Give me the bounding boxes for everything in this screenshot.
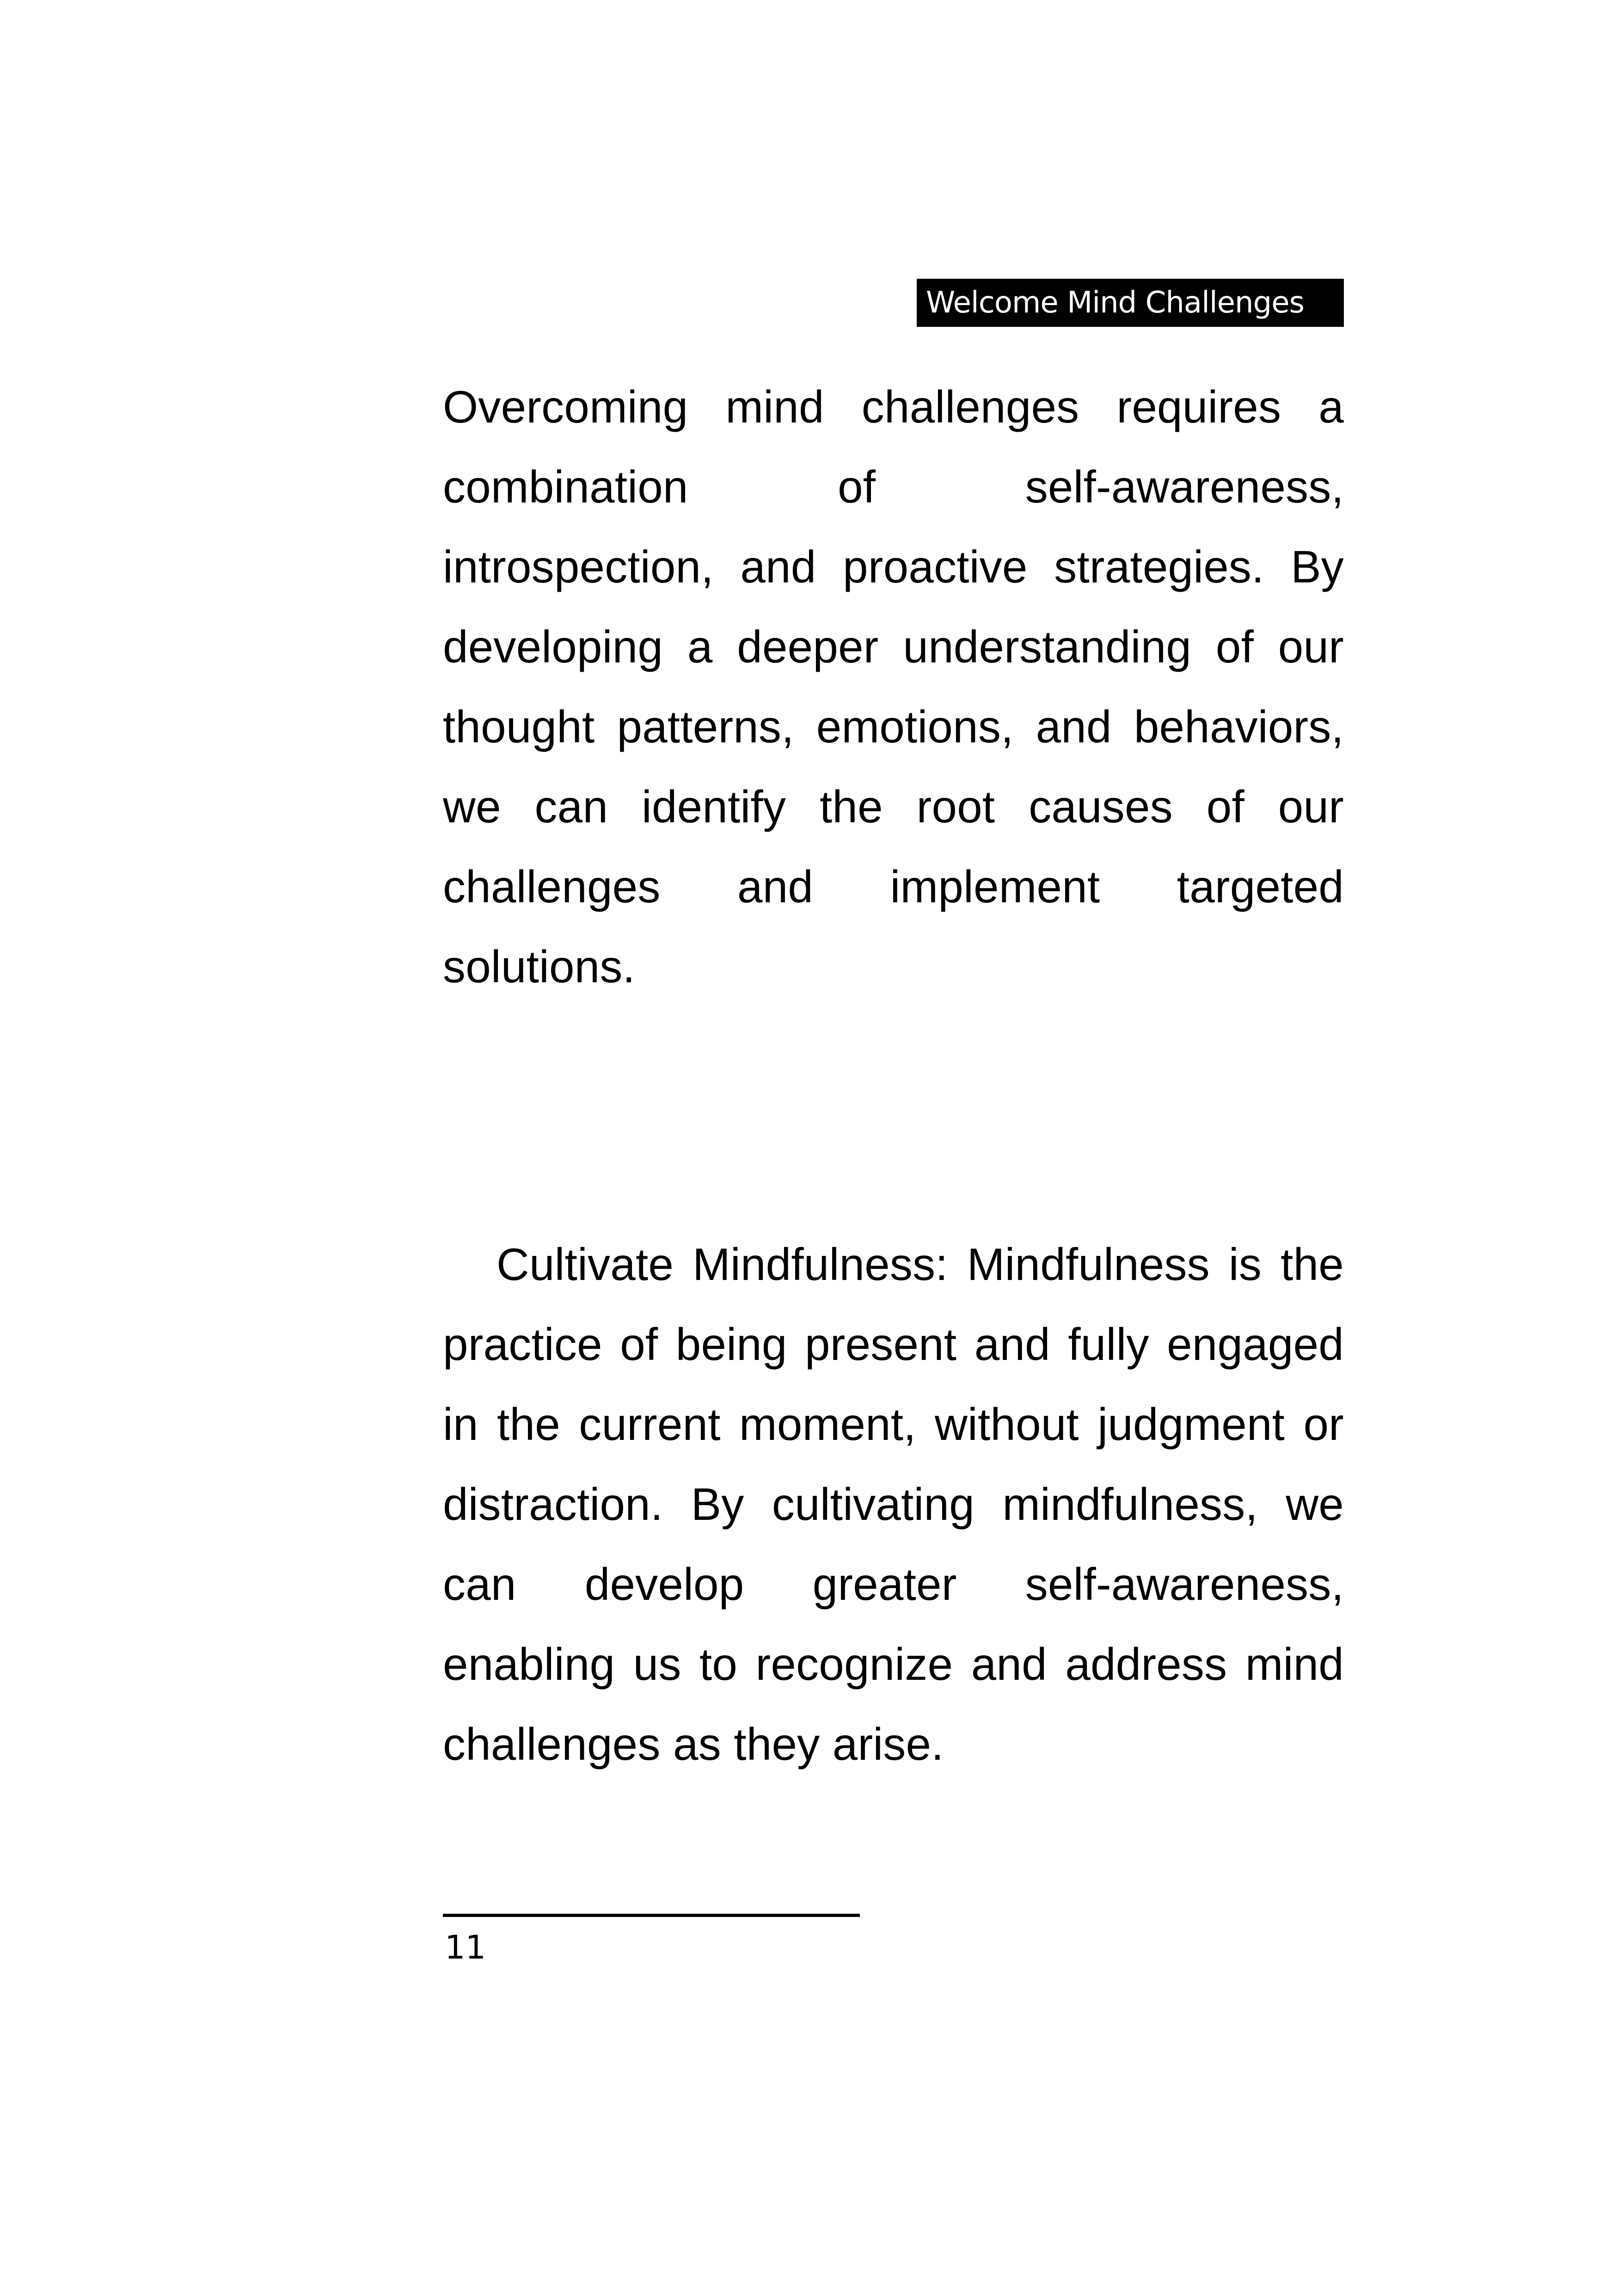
- body-paragraph: Overcoming mind challenges requires a combination of self-awareness, introspection, and proactive strategies. By developing a deeper understanding of our thought patterns, emotions, and behaviors, we can identify the root causes of our challenges and implement targeted solutions.: [443, 381, 1344, 992]
- running-header: Welcome Mind Challenges: [917, 279, 1344, 327]
- footnote-divider: [443, 1914, 860, 1917]
- body-paragraph: Cultivate Mindfulness: Mindfulness is the practice of being present and fully engaged in the current moment, without judgment or distraction. By cultivating mindfulness, we can develop greater self-awareness, enabling us to recognize and address mind challenges as they arise.: [443, 1239, 1344, 1769]
- page-number: 11: [445, 1929, 486, 1966]
